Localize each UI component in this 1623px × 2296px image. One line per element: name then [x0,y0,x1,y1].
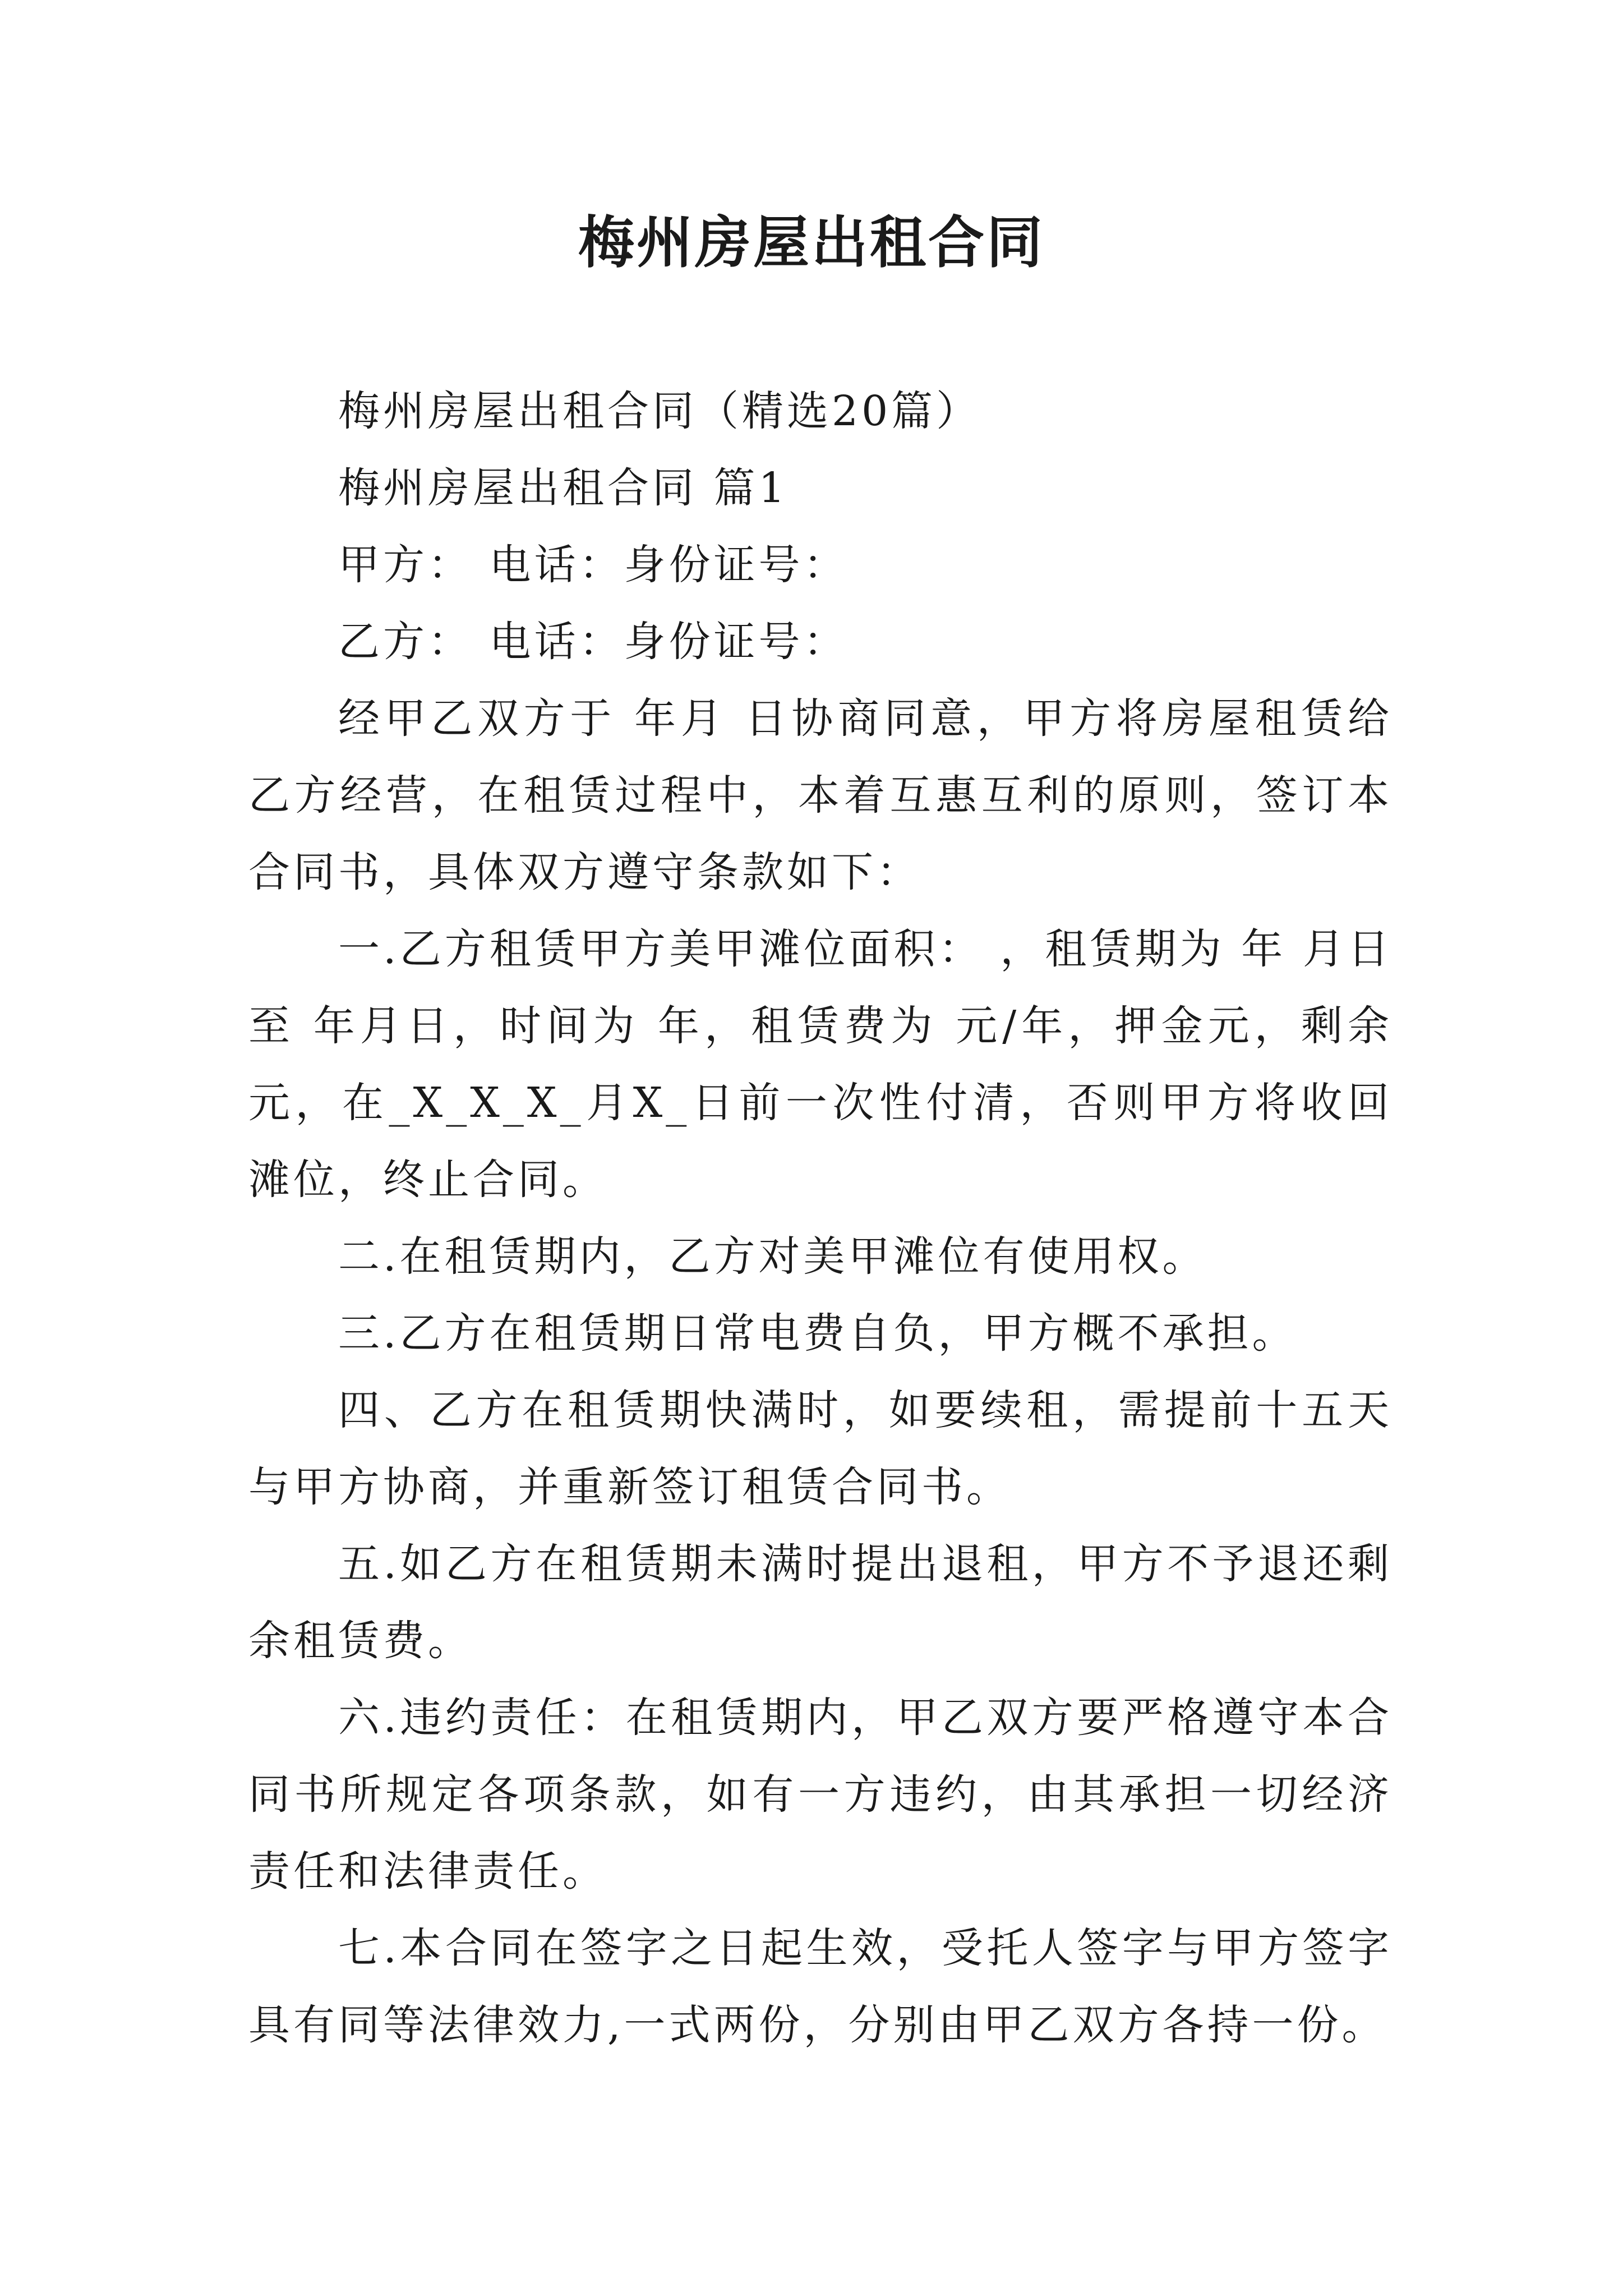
document-body [248,373,1393,2064]
paragraph-preamble: 经甲乙双方于 年月 日协商同意，甲方将房屋租赁给乙方经营，在租赁过程中，本着互惠互利的原则，签订本合同书，具体双方遵守条款如下： [248,694,1393,896]
paragraph-clause-5: 五.如乙方在租赁期未满时提出退租，甲方不予退还剩余租赁费。 [248,1540,1393,1665]
paragraph-clause-3: 三.乙方在租赁期日常电费自负，甲方概不承担。 [338,1309,1297,1358]
paragraph-party-a: 甲方： 电话：身份证号： [338,541,849,589]
paragraph-clause-1: 一.乙方租赁甲方美甲滩位面积： ，租赁期为 年 月日至 年月日，时间为 年，租赁费为 元/年，押金元，剩余元，在_X_X_X_月X_日前一次性付清，否则甲方将收回滩位，终止合同。 [248,925,1393,1204]
paragraph-clause-4: 四、乙方在租赁期快满时，如要续租，需提前十五天与甲方协商，并重新签订租赁合同书。 [248,1386,1393,1511]
document-title: 梅州房屋出租合同 [578,210,1045,275]
paragraph-clause-2: 二.在租赁期内，乙方对美甲滩位有使用权。 [338,1232,1207,1281]
paragraph-collection-title: 梅州房屋出租合同（精选20篇） [338,387,981,435]
paragraph-article-heading: 梅州房屋出租合同 篇1 [338,464,789,512]
paragraph-clause-7: 七.本合同在签字之日起生效，受托人签字与甲方签字具有同等法律效力,一式两份，分别由甲乙双方各持一份。 [248,1924,1393,2049]
paragraph-party-b: 乙方： 电话：身份证号： [338,618,849,666]
paragraph-clause-6: 六.违约责任：在租赁期内，甲乙双方要严格遵守本合同书所规定各项条款，如有一方违约，由其承担一切经济责任和法律责任。 [248,1694,1393,1895]
